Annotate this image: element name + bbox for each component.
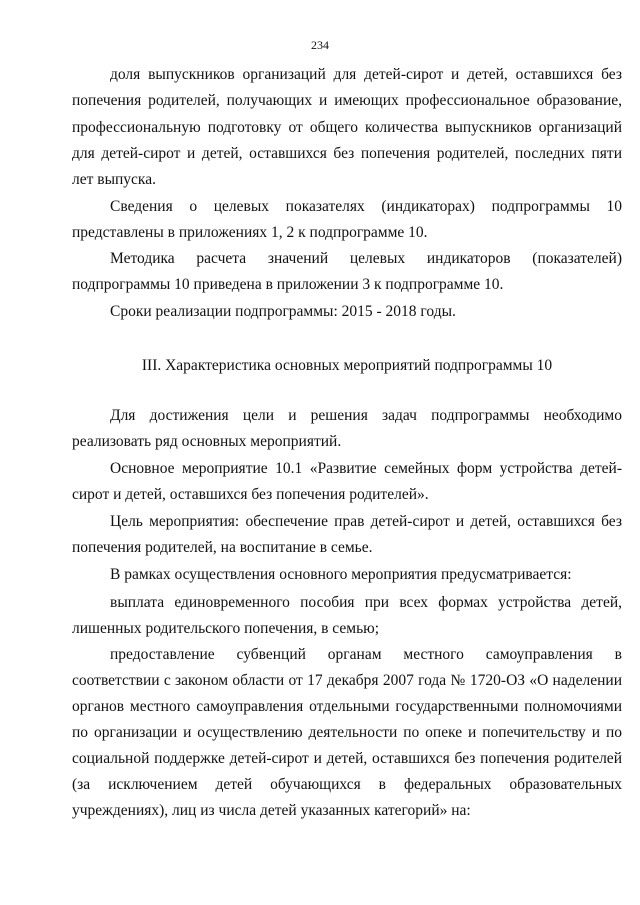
paragraph-activity-scope: В рамках осуществления основного мероприятия предусматривается: [110,566,572,583]
paragraph-activity-goal: Цель мероприятия: обеспечение прав детей-сирот и детей, оставшихся без попечения родителей, на воспитание в семье. [72,513,622,557]
paragraph-main-activity-10-1: Основное мероприятие 10.1 «Развитие семейных форм устройства детей-сирот и детей, оставшихся без попечения родителей». [72,460,622,504]
paragraph-subventions: предоставление субвенций органам местного самоуправления в соответствии с законом области от 17 декабря 2007 года № 1720-ОЗ «О наделении органов местного самоуправления отдельными государственными полномочиями по организации и осуществлению деятельности по опеке и попечительству и по социальной поддержке детей-сирот и детей, оставшихся без попечения родителей (за исключением детей обучающихся в федеральных образовательных учреждениях), лиц из числа детей указанных категорий» на: [72,646,622,819]
page-number: 234 [311,38,329,52]
section-heading: III. Характеристика основных мероприятий подпрограммы 10 [141,357,553,374]
paragraph-implementation-period: Сроки реализации подпрограммы: 2015 - 2018 годы. [110,303,456,320]
paragraph-calculation-method: Методика расчета значений целевых индикаторов (показателей) подпрограммы 10 приведена в приложении 3 к подпрограмме 10. [72,250,622,294]
paragraph-graduates-share: доля выпускников организаций для детей-сирот и детей, оставшихся без попечения родителей, получающих и имеющих профессиональное образование, профессиональную подготовку от общего количества выпускников организаций для детей-сирот и детей, оставшихся без попечения родителей, последних пяти лет выпуска. [72,66,622,189]
paragraph-achieving-goals: Для достижения цели и решения задач подпрограммы необходимо реализовать ряд основных мероприятий. [72,407,622,451]
paragraph-target-indicators: Сведения о целевых показателях (индикаторах) подпрограммы 10 представлены в приложениях 1, 2 к подпрограмме 10. [72,198,622,242]
paragraph-lump-sum-payment: выплата единовременного пособия при всех формах устройства детей, лишенных родительского попечения, в семью; [72,594,622,638]
